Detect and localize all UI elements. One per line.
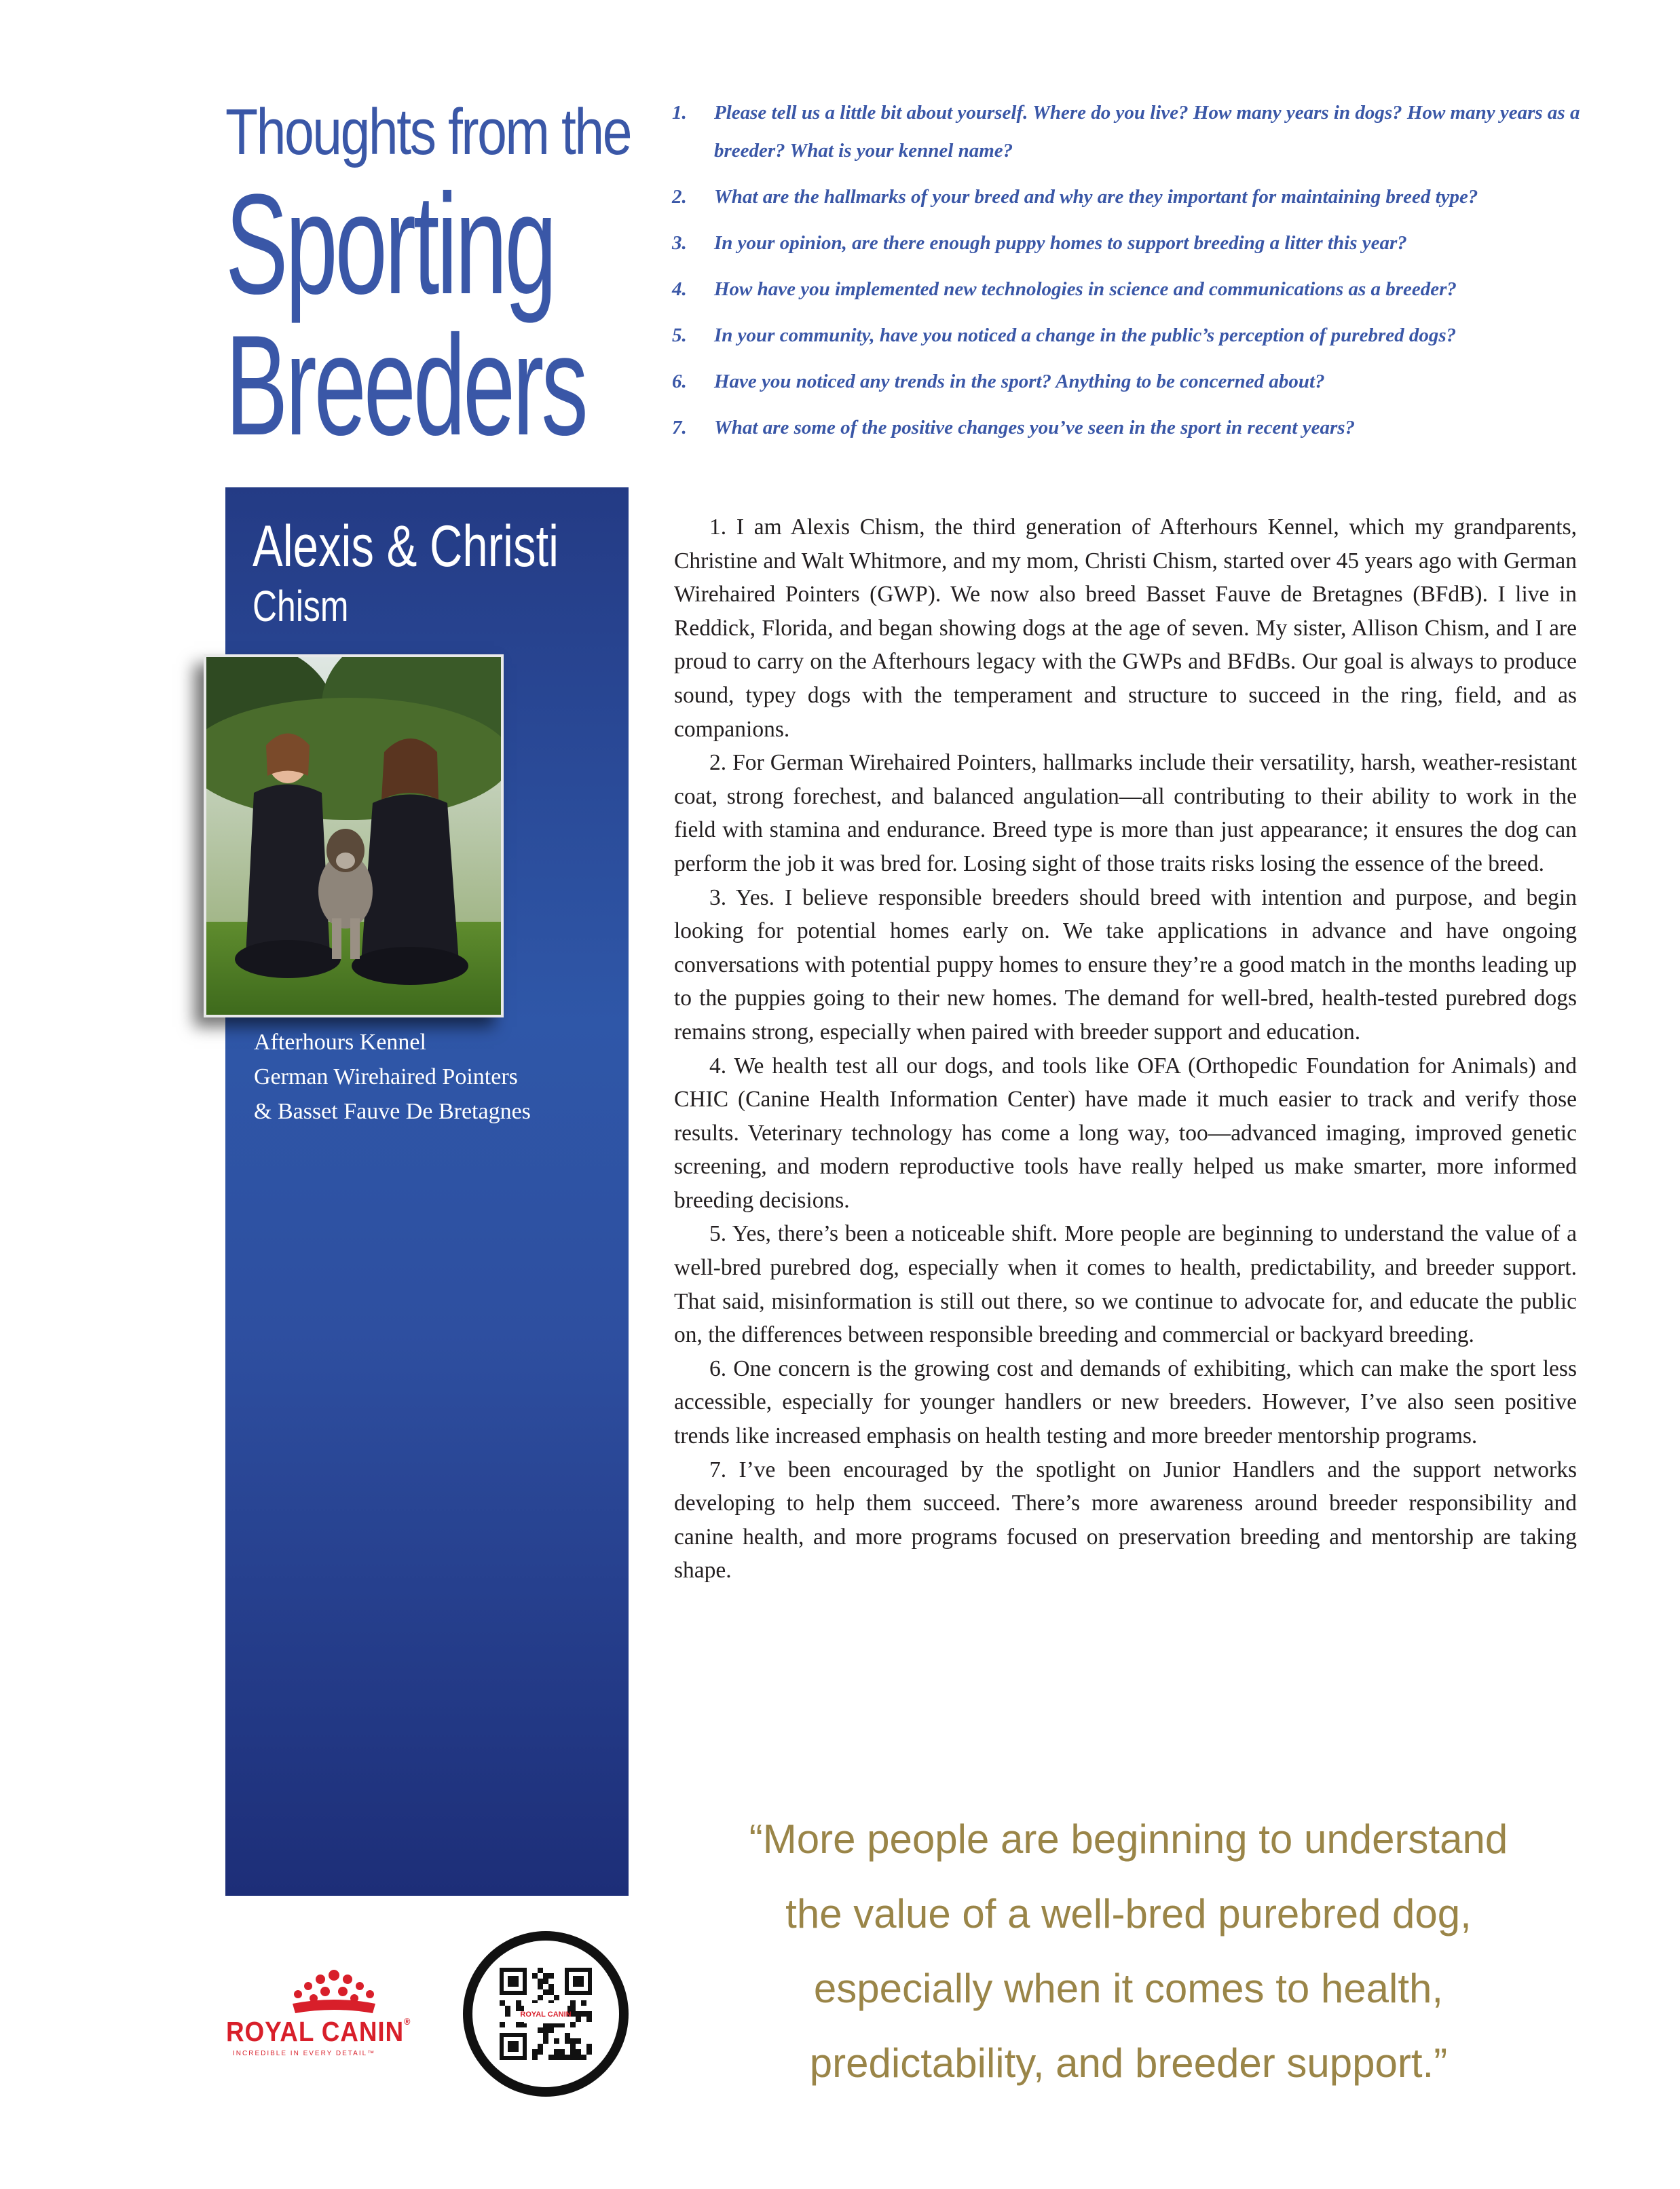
- qr-module: [559, 2049, 565, 2055]
- qr-module: [570, 2038, 576, 2044]
- breeder-photo-image: [206, 657, 501, 1015]
- qr-module: [548, 1973, 554, 1979]
- qr-module: [538, 2027, 543, 2033]
- breeder-surname: Chism: [253, 582, 349, 631]
- royal-canin-logo: [221, 1968, 438, 2063]
- qr-module: [538, 2049, 543, 2055]
- qr-module: [581, 2000, 586, 2006]
- qr-module: [570, 2022, 576, 2027]
- logo-tagline: INCREDIBLE IN EVERY DETAIL™: [233, 2050, 376, 2057]
- question-text: Have you noticed any trends in the sport? Anything to be concerned about?: [714, 371, 1325, 392]
- kennel-breed-1: German Wirehaired Pointers: [254, 1064, 518, 1089]
- qr-module: [554, 1995, 559, 2000]
- question-item: 1. Please tell us a little bit about yourself. Where do you live? How many years in dogs? How many years as a breeder? What is your kennel name?: [672, 102, 1580, 162]
- qr-module: [543, 2038, 548, 2044]
- qr-module: [505, 2011, 510, 2017]
- pull-quote: [672, 1802, 1585, 2101]
- question-item: 4. How have you implemented new technologies in science and communications as a breeder?: [672, 278, 1457, 300]
- qr-module: [565, 2038, 570, 2044]
- qr-module: [548, 1984, 554, 1989]
- question-item: 6. Have you noticed any trends in the sport? Anything to be concerned about?: [672, 371, 1325, 392]
- qr-module: [538, 1968, 543, 1973]
- question-text: In your community, have you noticed a change in the public’s perception of purebred dogs?: [714, 324, 1457, 346]
- kennel-breed-2: & Basset Fauve De Bretagnes: [254, 1099, 531, 1124]
- question-text: What are the hallmarks of your breed and why are they important for maintaining breed type?: [714, 186, 1478, 208]
- qr-module: [554, 2055, 559, 2060]
- qr-module: [570, 2044, 576, 2049]
- breeder-name: Alexis & Christi: [253, 514, 559, 579]
- qr-module: [532, 1973, 538, 1979]
- qr-module: [500, 2000, 505, 2006]
- kennel-name: Afterhours Kennel: [254, 1030, 426, 1055]
- qr-module: [570, 2055, 576, 2060]
- qr-module: [576, 2049, 581, 2055]
- qr-module: [559, 2055, 565, 2060]
- question-text: What are some of the positive changes you’ve seen in the sport in recent years?: [714, 417, 1356, 438]
- answer-paragraph: 1. I am Alexis Chism, the third generation of Afterhours Kennel, which my grandparents, Christine and Walt Whitmore, and my mom, Christi Chism, started over 45 years ago with German Wirehaired Pointers (GWP). We now also breed Basset Fauve de Bretagnes (BFdB). I live in Reddick, Florida, and began showing dogs at the age of seven. My sister, Allison Chism, and I are proud to carry on the Afterhours legacy with the GWPs and BFdBs. Our goal is always to produce sound, typey dogs with the temperament and structure to succeed in the ring, field, and as companions.: [674, 514, 1577, 742]
- question-item: 2. What are the hallmarks of your breed and why are they important for maintaining breed type?: [672, 186, 1478, 208]
- qr-module: [500, 2022, 505, 2027]
- answer-paragraph: 2. For German Wirehaired Pointers, hallmarks include their versatility, harsh, weather-resistant coat, strong forechest, and balanced angulation—all contributing to their ability to work in the field with stamina and endurance. Breed type is more than just appearance; it ensures the dog can perform the job it was bred for. Losing sight of those traits risks losing the essence of the breed.: [674, 750, 1577, 876]
- question-text: In your opinion, are there enough puppy homes to support breeding a litter this year?: [714, 232, 1407, 254]
- question-list: [672, 94, 1602, 455]
- qr-code-image[interactable]: [462, 1930, 630, 2098]
- qr-module: [570, 2049, 576, 2055]
- qr-module: [581, 2055, 586, 2060]
- qr-module: [586, 2049, 592, 2055]
- qr-module: [543, 2033, 548, 2038]
- title-line-1: Thoughts from the: [225, 96, 631, 168]
- qr-module: [538, 1979, 543, 1984]
- pull-quote-line: “More people are beginning to understand: [749, 1816, 1508, 1862]
- qr-module: [538, 2044, 543, 2049]
- qr-module: [532, 2055, 538, 2060]
- qr-module: [543, 2027, 548, 2033]
- kennel-info: [254, 1025, 531, 1129]
- qr-label: ROYAL CANIN: [520, 2010, 572, 2019]
- logo-wordmark: ROYAL CANIN®: [226, 2016, 411, 2047]
- qr-module: [543, 1979, 548, 1984]
- article-body: [674, 510, 1577, 1588]
- qr-module: [548, 1989, 554, 1995]
- qr-module: [516, 2000, 521, 2006]
- qr-module: [554, 2049, 559, 2055]
- answer-paragraph: 7. I’ve been encouraged by the spotlight on Junior Handlers and the support networks developing to help them succeed. There’s more awareness around breeder responsibility and canine health, and more programs focused on preservation breeding and mentorship are taking shape.: [674, 1457, 1577, 1584]
- qr-module: [543, 1973, 548, 1979]
- qr-module: [516, 2022, 521, 2027]
- breeder-photo: [204, 654, 504, 1017]
- question-item: 3. In your opinion, are there enough puppy homes to support breeding a litter this year?: [672, 232, 1407, 254]
- answer-paragraph: 3. Yes. I believe responsible breeders should breed with intention and purpose, and begin looking for potential homes early on. We take applications in advance and have ongoing conversations with potential puppy homes to ensure they’re a good match in the months leading up to the puppies going to their new homes. The demand for well-bred, health-tested purebred dogs remains strong, especially when paired with breeder support and education.: [674, 884, 1577, 1045]
- page-title: [225, 95, 633, 465]
- breeder-sidebar: [225, 487, 629, 1896]
- qr-module: [565, 2055, 570, 2060]
- question-item: 7. What are some of the positive changes you’ve seen in the sport in recent years?: [672, 417, 1356, 438]
- qr-module: [548, 2027, 554, 2033]
- qr-module: [581, 2011, 586, 2017]
- qr-module: [505, 2006, 510, 2011]
- question-text: Please tell us a little bit about yourself. Where do you live? How many years in dogs? How many years as a breeder? What is your kennel name?: [714, 102, 1580, 162]
- crown-icon: [283, 1968, 385, 2017]
- pull-quote-line: the value of a well-bred purebred dog,: [785, 1891, 1472, 1937]
- qr-module: [586, 2011, 592, 2017]
- qr-module: [586, 2017, 592, 2022]
- pull-quote-line: especially when it comes to health,: [813, 1966, 1444, 2011]
- qr-module: [576, 2011, 581, 2017]
- qr-module: [538, 1984, 543, 1989]
- answer-paragraph: 5. Yes, there’s been a noticeable shift. More people are beginning to understand the value of a well-bred purebred dog, especially when it comes to health, predictability, and breeder support. That said, misinformation is still out there, so we continue to advocate for, and educate the public on, the differences between responsible breeding and commercial or backyard breeding.: [674, 1221, 1577, 1348]
- qr-module: [532, 2049, 538, 2055]
- qr-module: [570, 2000, 576, 2006]
- answer-paragraph: 6. One concern is the growing cost and demands of exhibiting, which can make the sport less accessible, especially for younger handlers or new breeders. However, I’ve also seen positive trends like increased emphasis on health testing and more breeder mentorship programs.: [674, 1355, 1577, 1449]
- qr-module: [538, 1995, 543, 2000]
- pull-quote-line: predictability, and breeder support.”: [809, 2040, 1448, 2086]
- question-item: 5. In your community, have you noticed a change in the public’s perception of purebred dogs?: [672, 324, 1457, 346]
- qr-module: [548, 2055, 554, 2060]
- qr-module: [565, 2033, 570, 2038]
- qr-module: [576, 2055, 581, 2060]
- title-line-3: Breeders: [225, 305, 586, 465]
- qr-module: [554, 2038, 559, 2044]
- qr-module: [576, 2017, 581, 2022]
- qr-module: [586, 2044, 592, 2049]
- answer-paragraph: 4. We health test all our dogs, and tools like OFA (Orthopedic Foundation for Animals) and CHIC (Canine Health Information Center) have made it much easier to track and verify those results. Veterinary technology has come a long way, too—advanced imaging, improved genetic screening, and modern reproductive tools have really helped us make smarter, more informed breeding decisions.: [674, 1053, 1577, 1213]
- qr-module: [543, 1989, 548, 1995]
- qr-code[interactable]: [462, 1930, 630, 2098]
- question-text: How have you implemented new technologies in science and communications as a breeder?: [714, 278, 1457, 300]
- qr-module: [576, 2038, 581, 2044]
- title-line-2: Sporting: [225, 164, 555, 324]
